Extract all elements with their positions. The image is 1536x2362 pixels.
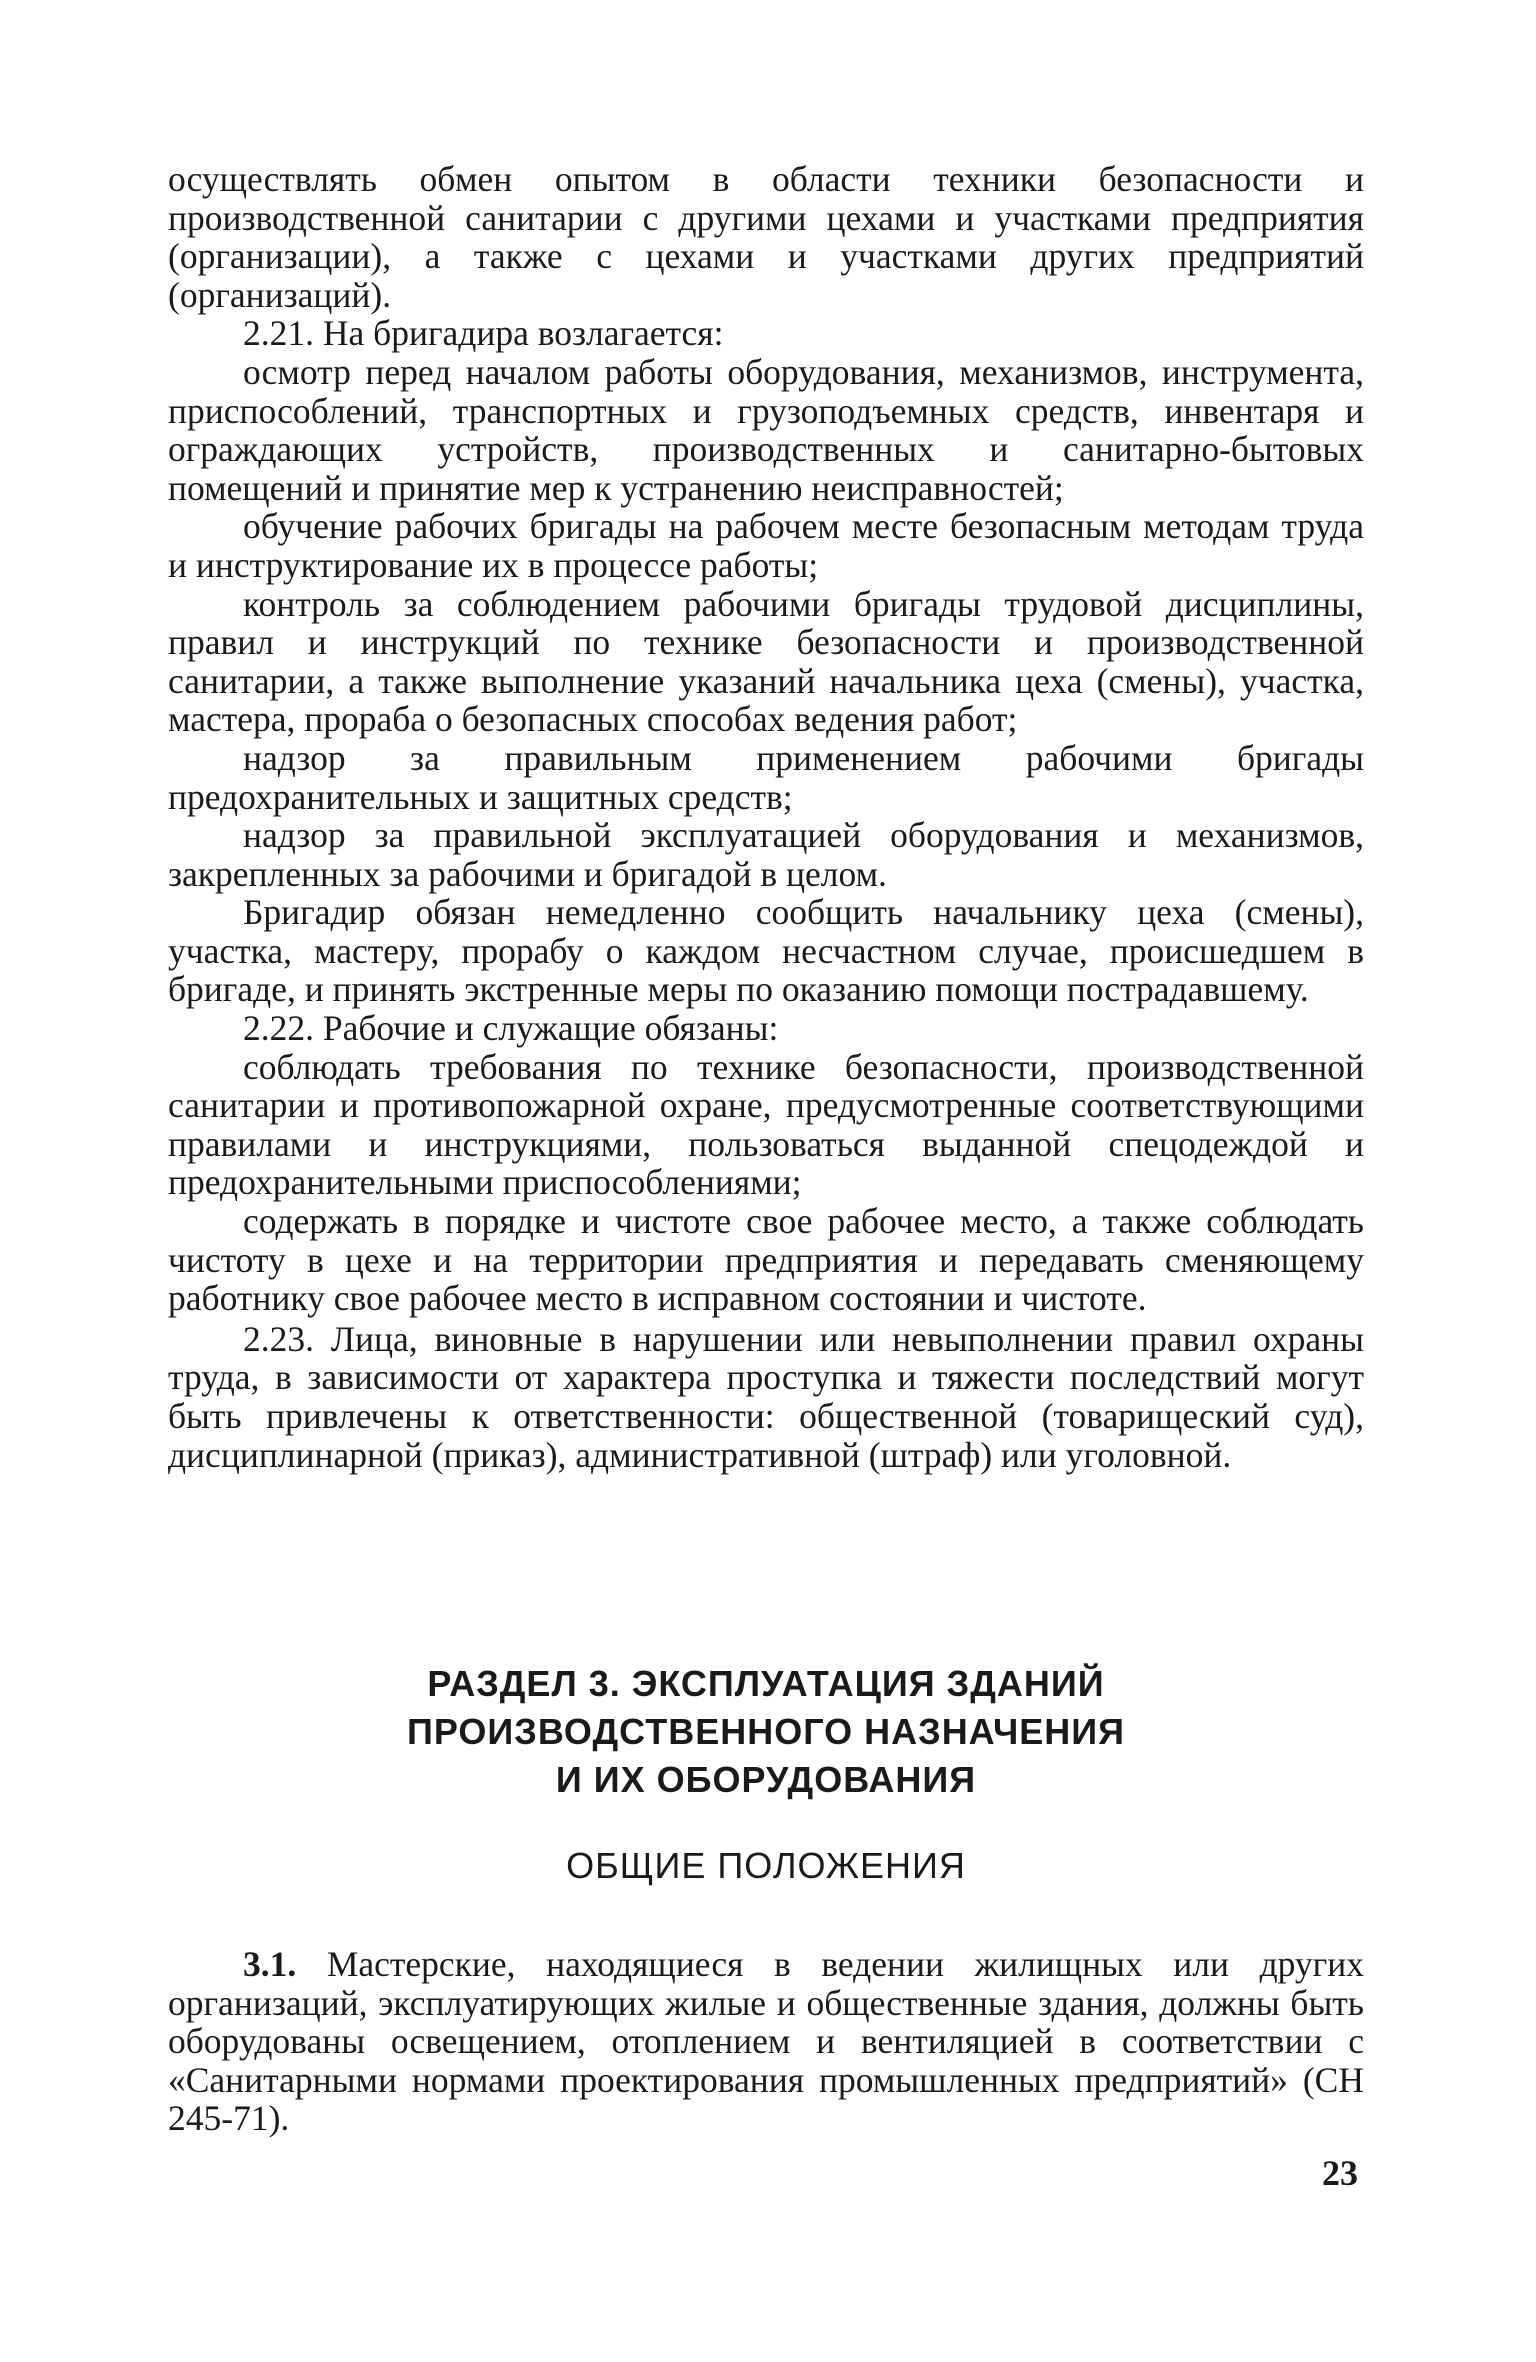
paragraph: соблюдать требования по технике безопасности, производственной санитарии и противопожарной охране, предусмотренные соответствующими правилами и инструкциями, пользоваться выданной спецодеждой и предохранительными приспособлениями; bbox=[168, 1046, 1364, 1203]
paragraph: обучение рабочих бригады на рабочем месте безопасным методам труда и инструктирование их в процессе работы; bbox=[168, 506, 1364, 585]
paragraph: контроль за соблюдением рабочими бригады трудовой дисциплины, правил и инструкций по технике безопасности и производственной санитарии, а также выполнение указаний начальника цеха (смены), участка, мастера, прораба о безопасных способах ведения работ; bbox=[168, 583, 1364, 740]
section-title-line: РАЗДЕЛ 3. ЭКСПЛУАТАЦИЯ ЗДАНИЙ bbox=[427, 1663, 1105, 1704]
clause-2-21-heading: 2.21. На бригадира возлагается: bbox=[243, 313, 724, 354]
section-title-line: И ИХ ОБОРУДОВАНИЯ bbox=[555, 1759, 977, 1800]
paragraph: осмотр перед началом работы оборудования, механизмов, инструмента, приспособлений, транспортных и грузоподъемных средств, инвентаря и ограждающих устройств, производственных и санитарно-бытовых помещений и принятие мер к устранению неисправностей; bbox=[168, 351, 1364, 508]
paragraph: осуществлять обмен опытом в области техники безопасности и производственной санитарии с другими цехами и участками предприятия (организации), а также с цехами и участками других предприятий (организаций). bbox=[168, 159, 1364, 315]
clause-text: Мастерские, находящиеся в ведении жилищных или других организаций, эксплуатирующих жилые и общественные здания, должны быть оборудованы освещением, отоплением и вентиляцией в соответствии с «Санитарными нормами проектирования промышленных предприятий» (СН 245-71). bbox=[168, 1944, 1364, 2139]
clause-2-23: 2.23. Лица, виновные в нарушении или невыполнении правил охраны труда, в зависимости от характера проступка и тяжести последствий могут быть привлечены к ответственности: общественной (товарищеский суд), дисциплинарной (приказ), административной (штраф) или уголовной. bbox=[168, 1318, 1364, 1475]
subsection-title: ОБЩИЕ ПОЛОЖЕНИЯ bbox=[566, 1845, 966, 1886]
paragraph: содержать в порядке и чистоте свое рабочее место, а также соблюдать чистоту в цехе и на территории предприятия и передавать сменяющему работнику свое рабочее место в исправном состоянии и чистоте. bbox=[168, 1201, 1364, 1319]
paragraph: надзор за правильным применением рабочими бригады предохранительных и защитных средств; bbox=[168, 737, 1364, 817]
section-title-line: ПРОИЗВОДСТВЕННОГО НАЗНАЧЕНИЯ bbox=[406, 1711, 1125, 1752]
clause-3-1-paragraph bbox=[168, 1945, 1364, 2138]
section-title bbox=[168, 1660, 1364, 1804]
body-text bbox=[168, 160, 1364, 1474]
paragraph: надзор за правильной эксплуатацией оборудования и механизмов, закрепленных за рабочими и бригадой в целом. bbox=[168, 815, 1364, 894]
paragraph: Бригадир обязан немедленно сообщить начальнику цеха (смены), участка, мастеру, прорабу о каждом несчастном случае, происшедшем в бригаде, и принять экстренные меры по оказанию помощи пострадавшему. bbox=[168, 892, 1364, 1010]
clause-3-1 bbox=[168, 1945, 1364, 2138]
clause-number: 3.1. bbox=[243, 1944, 297, 1984]
page-number: 23 bbox=[1322, 2153, 1358, 2193]
clause-2-22-heading: 2.22. Рабочие и служащие обязаны: bbox=[243, 1008, 779, 1049]
